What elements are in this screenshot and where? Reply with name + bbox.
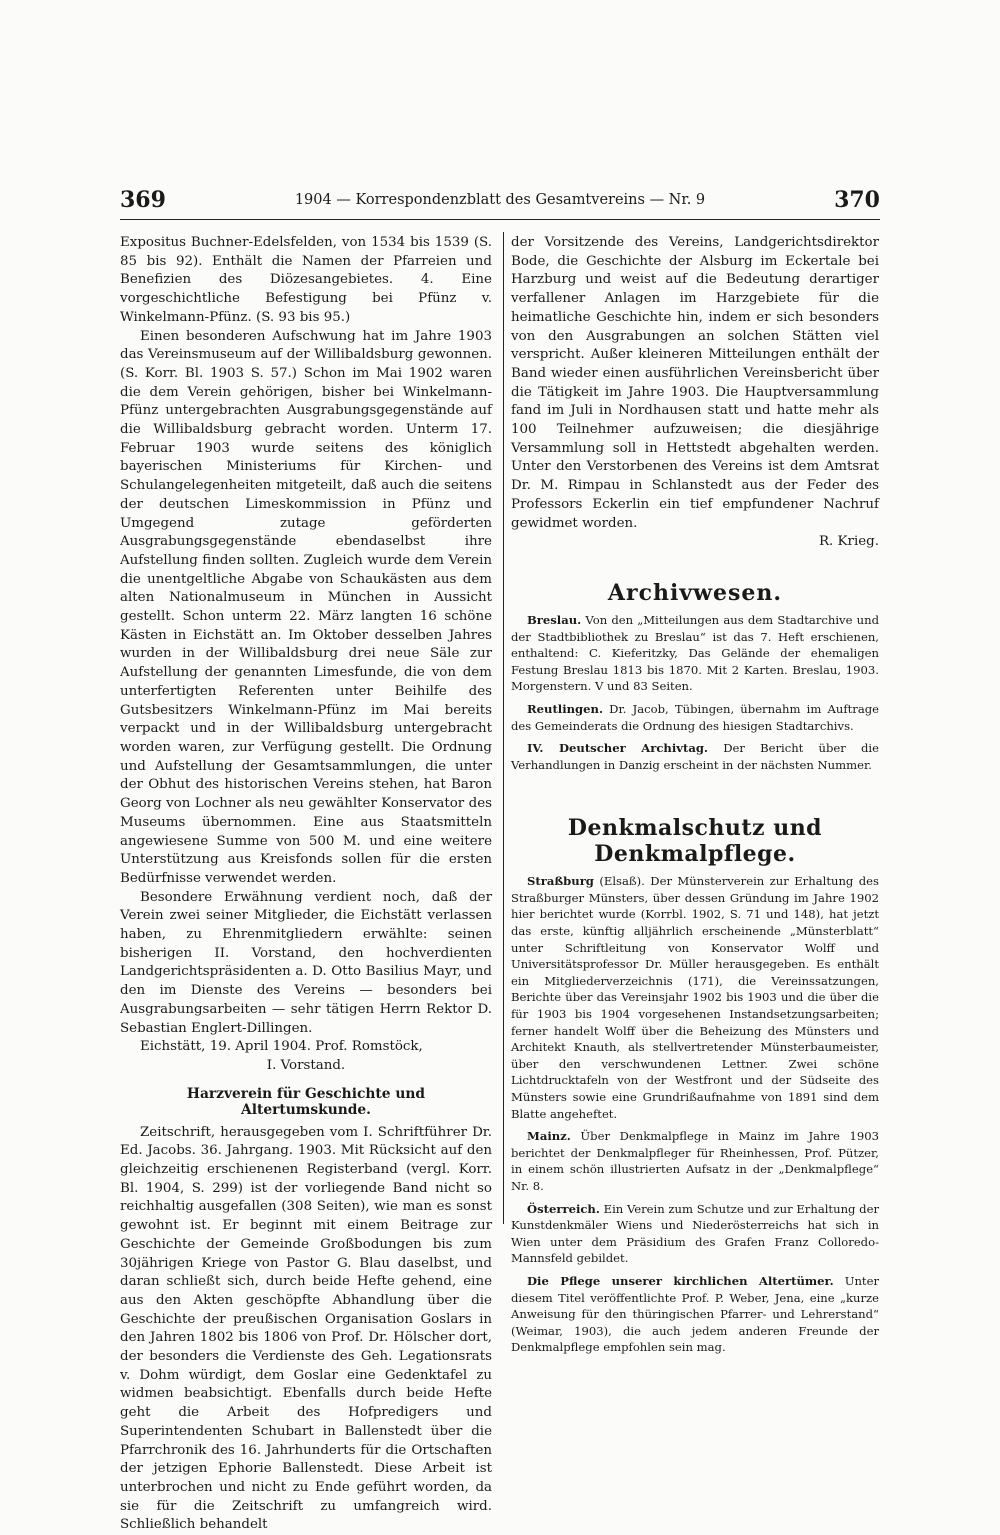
entry-keyword: Mainz. [527, 1129, 571, 1144]
signature-role: I. Vorstand. [266, 1057, 346, 1073]
entry-reutlingen [511, 701, 879, 734]
paragraph: Expositus Buchner-Edelsfelden, von 1534 bis 1539 (S. 85 bis 92). Enthält die Namen der Pfarreien und Benefizien des Diözesangebietes. 4. Eine vorgeschichtliche Befestigung bei Pfünz v. Winkelmann-Pfünz. (S. 93 bis 95.) [120, 235, 492, 325]
paragraph: der Vorsitzende des Vereins, Landgerichtsdirektor Bode, die Geschichte der Alsburg im Eckertale bei Harzburg und weist auf die Bedeutung derartiger verfallener Anlagen im Harzgebiete für die heimatliche Geschichte hin, indem er sich besonders von den Ausgrabungen an solchen Stätten viel verspricht. Außer kleineren Mitteilungen enthält der Band wieder einen ausführlichen Vereinsbericht über die Tätigkeit im Jahre 1903. Die Hauptversammlung fand im Juli in Nordhausen statt und hatte mehr als 100 Teilnehmer aufzuweisen; die diesjährige Versammlung soll in Hettstedt abgehalten werden. Unter den Verstorbenen des Vereins ist dem Amtsrat Dr. M. Rimpau in Schlanstedt aus der Feder des Professors Eckerlin ein tief empfundener Nachruf gewidmet worden. [511, 235, 879, 531]
entry-text: Unter diesem Titel veröffentlichte Prof. P. Weber, Jena, eine „kurze Anweisung für den thüringischen Pfarrer- und Lehrerstand“ (Weimar, 1903), die auch jedem anderen Freunde der Denkmalpflege empfohlen sein mag. [511, 1273, 879, 1355]
entry-text: Ein Verein zum Schutze und zur Erhaltung der Kunstdenkmäler Wiens und Niederösterreichs hat sich in Wien unter dem Präsidium des Grafen Franz Colloredo-Mannsfeld gebildet. [511, 1201, 879, 1266]
entry-strassburg [511, 873, 879, 1122]
entry-text: Über Denkmalpflege in Mainz im Jahre 1903 berichtet der Denkmalpfleger für Rheinhessen, Prof. Pützer, in einem schön illustrierten Aufsatz in der „Denkmalpflege“ Nr. 8. [511, 1129, 879, 1193]
entry-keyword: Österreich. [527, 1201, 600, 1216]
date-signature: Eichstätt, 19. April 1904. Prof. Romstöck, [140, 1039, 423, 1055]
section-heading-archivwesen: Archivwesen. [607, 579, 783, 606]
left-column [120, 234, 492, 1535]
entry-keyword: Breslau. [527, 612, 582, 627]
entry-text: (Elsaß). Der Münsterverein zur Erhaltung des Straßburger Münsters, über dessen Gründung im Jahre 1902 hier berichtet wurde (Korrbl. 1902, S. 71 und 148), hat jetzt das erste, künftig alljährlich erscheinende „Münsterblatt“ unter Schriftleitung von Konservator Wolff und Universitätsprofessor Dr. Müller herausgegeben. Es enthält ein Mitgliederverzeichnis (171), die Vereinssatzungen, Berichte über das Vereinsjahr 1902 bis 1903 und die über die für 1903 bis 1904 vorgesehenen Instandsetzungsarbeiten; ferner handelt Wolff über die Beheizung des Münsters und Architekt Knauth, als stellvertretender Münsterbaumeister, über den verschwundenen Lettner. Zwei schöne Lichtdrucktafeln von der Westfront und der Südseite des Münsters sowie eine Grundrißaufnahme von 1891 sind dem Blatte angeheftet. [511, 874, 879, 1121]
right-column [511, 234, 879, 1362]
entry-keyword: Die Pflege unserer kirchlichen Altertümer. [527, 1273, 834, 1288]
entry-text: Dr. Jacob, Tübingen, übernahm im Auftrage des Gemeinderats die Ordnung des hiesigen Stadtarchivs. [511, 701, 880, 733]
paragraph: Besondere Erwähnung verdient noch, daß der Verein zwei seiner Mitglieder, die Eichstätt verlassen haben, zu Ehrenmitgliedern erwählte: seinen bisherigen II. Vorstand, den hochverdienten Landgerichtspräsidenten a. D. Otto Basilius Mayr, und den im Dienste des Vereins — besonders bei Ausgrabungsarbeiten — sehr tätigen Herrn Rektor D. Sebastian Englert-Dillingen. [120, 889, 492, 1036]
running-title: 1904 — Korrespondenzblatt des Gesamtvereins — Nr. 9 [294, 192, 706, 208]
column-divider [503, 232, 504, 1224]
entry-oesterreich [511, 1201, 879, 1267]
entry-pflege [511, 1273, 879, 1356]
running-header [120, 187, 880, 213]
paragraph: Zeitschrift, herausgegeben vom I. Schriftführer Dr. Ed. Jacobs. 36. Jahrgang. 1903. Mit Rücksicht auf den gleichzeitig erschienenen Registerband (vergl. Korr. Bl. 1904, S. 299) ist der vorliegende Band nicht so reichhaltig ausgefallen (308 Seiten), wie man es sonst gewohnt ist. Er beginnt mit einem Beitrage zur Geschichte der Gemeinde Großbodungen bis zum 30jährigen Kriege von Pastor G. Blau daselbst, und daran schließt sich, durch beide Hefte gehend, eine aus den Akten geschöpfte Abhandlung über die Geschichte der preußischen Organisation Goslars in den Jahren 1802 bis 1806 von Prof. Dr. Hölscher dort, der besonders die Verdienste des Geh. Legationsrats v. Dohm würdigt, dem Goslar eine Gedenktafel zu widmen beabsichtigt. Ebenfalls durch beide Hefte geht die Arbeit des Hofpredigers und Superintendenten Schubart in Ballenstedt über die Pfarrchronik des 16. Jahrhunderts für die Ortschaften der jetzigen Ephorie Ballenstedt. Diese Arbeit ist unterbrochen und nicht zu Ende geführt worden, da sie für die Zeitschrift zu umfangreich wird. Schließlich behandelt [120, 1124, 492, 1533]
section-heading-denkmalschutz: Denkmalschutz und Denkmalpflege. [567, 815, 823, 868]
entry-breslau [511, 612, 879, 695]
entry-keyword: Reutlingen. [527, 701, 603, 716]
header-rule [120, 219, 880, 220]
paragraph: Einen besonderen Aufschwung hat im Jahre 1903 das Vereinsmuseum auf der Willibaldsburg gewonnen. (S. Korr. Bl. 1903 S. 57.) Schon im Mai 1902 waren die dem Verein gehörigen, bisher bei Winkelmann-Pfünz untergebrachten Ausgrabungsgegenstände auf die Willibaldsburg gebracht worden. Unterm 17. Februar 1903 wurde seitens des königlich bayerischen Ministeriums für Kirchen- und Schulangelegenheiten mitgeteilt, daß auch die seitens der deutschen Limeskommission in Pfünz und Umgegend zutage geförderten Ausgrabungsgegenstände ebendaselbst ihre Aufstellung finden sollten. Zugleich wurde dem Verein die unentgeltliche Abgabe von Schaukästen aus dem alten Nationalmuseum in München in Aussicht gestellt. Schon unterm 22. März langten 16 schöne Kästen in Eichstätt an. Im Oktober desselben Jahres wurden in der Willibaldsburg drei neue Säle zur Aufstellung der genannten Limesfunde, die von dem unterfertigten Referenten unter Beihilfe des Gutsbesitzers Winkelmann-Pfünz im Mai bereits verpackt und in der Willibaldsburg untergebracht worden waren, zur Verfügung gestellt. Die Ordnung und Aufstellung der Gesamtsammlungen, die unter der Obhut des historischen Vereins stehen, hat Baron Georg von Lochner als neu gewählter Konservator des Museums übernommen. Eine aus Staatsmitteln angewiesene Summe von 500 M. und eine weitere Unterstützung aus Kreisfonds sollen für die ersten Bedürfnisse verwendet werden. [120, 328, 492, 886]
page-number-left: 369 [120, 187, 166, 213]
section-subheading: Harzverein für Geschichte und Altertumskunde. [186, 1085, 426, 1118]
entry-archivtag [511, 740, 879, 773]
entry-keyword: IV. Deutscher Archivtag. [527, 741, 708, 756]
entry-mainz [511, 1128, 879, 1194]
author-signature: R. Krieg. [818, 534, 879, 550]
entry-text: Von den „Mitteilungen aus dem Stadtarchive und der Stadtbibliothek zu Breslau“ ist das 7. Heft erschienen, enthaltend: C. Kieferitzky, Das Gelände der ehemaligen Festung Breslau 1813 bis 1870. Mit 2 Karten. Breslau, 1903. Morgenstern. V und 83 Seiten. [511, 612, 880, 694]
entry-text: Der Bericht über die Verhandlungen in Danzig erscheint in der nächsten Nummer. [511, 741, 879, 772]
entry-keyword: Straßburg [527, 874, 594, 889]
page-number-right: 370 [834, 187, 880, 213]
